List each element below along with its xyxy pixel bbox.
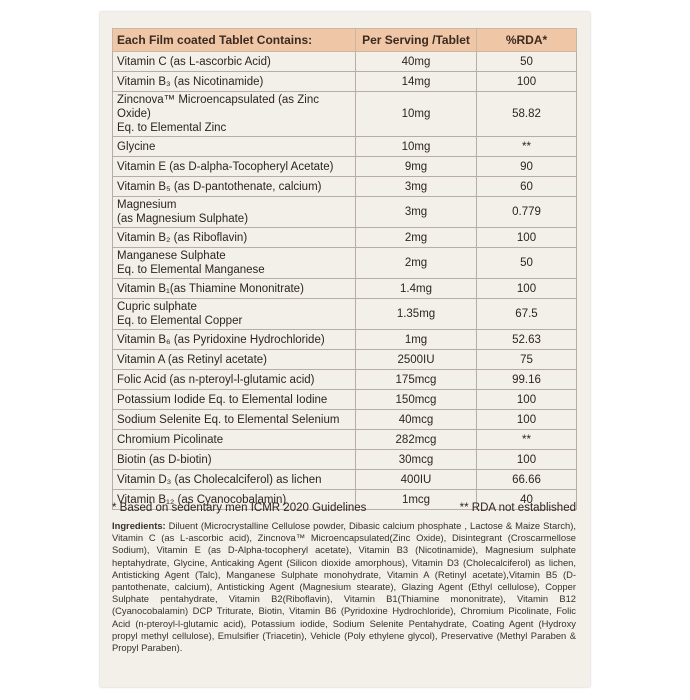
ingredient-name: Cupric sulphate Eq. to Elemental Copper <box>113 299 356 330</box>
ingredient-name: Vitamin B₁₂ (as Cyanocobalamin) <box>113 490 356 510</box>
rda-value: ** <box>477 137 577 157</box>
serving-value: 10mg <box>356 92 477 137</box>
table-row <box>113 330 577 350</box>
serving-value: 1.4mg <box>356 279 477 299</box>
rda-value: 50 <box>477 52 577 72</box>
table-row <box>113 72 577 92</box>
rda-value: 52.63 <box>477 330 577 350</box>
footnote-rda: ** RDA not established <box>459 502 576 514</box>
serving-value: 3mg <box>356 197 477 228</box>
ingredient-name: Potassium Iodide Eq. to Elemental Iodine <box>113 390 356 410</box>
ingredient-name: Vitamin B₁(as Thiamine Mononitrate) <box>113 279 356 299</box>
table-row <box>113 137 577 157</box>
table-row <box>113 450 577 470</box>
ingredients-text: Diluent (Microcrystalline Cellulose powder, Dibasic calcium phosphate , Lactose & Maize Starch), Vitamin C (as L-ascorbic acid), Zincnova™ Microencapsulated(Zinc Oxide), Disintegrant (Croscarmellose Sodium), Vitamin E (as D-Alpha-tocopheryl acetate), Vitamin B3 (Nicotinamide), Magnesium sulphate heptahydrate, Glycine, Anticaking Agent (Silicon dioxide amorphous), Vitamin D3 (Cholecalciferol) as lichen, Antisticking Agent (Talc), Manganese Sulphate monohydrate, Vitamin A (Retinyl acetate),Vitamin B5 (D-pantothenate, calcium), Antisticking Agent (Magnesium stearate), Glazing Agent (Ethyl cellulose), Copper Sulphate pentahydrate, Vitamin B2(Riboflavin), Vitamin B1(Thiamine mononitrate), Vitamin B12 (Cyanocobalamin) DCP Triturate, Biotin, Vitamin B6 (Pyridoxine Hydrochloride), Chromium Picolinate, Folic Acid (n-pteroyl-l-glutamic acid), Potassium iodide, Sodium Selenite Pentahydrate, Coating Agent (Hydroxy propyl methyl cellulose), Emulsifier (Triacetin), Vehicle (Poly ethylene glycol), Preservative (Methyl Paraben & Propyl Paraben). <box>112 520 576 654</box>
rda-value: 75 <box>477 350 577 370</box>
label-sheet <box>100 12 590 687</box>
rda-value: 100 <box>477 450 577 470</box>
serving-value: 1.35mg <box>356 299 477 330</box>
table-row <box>113 228 577 248</box>
serving-value: 2mg <box>356 228 477 248</box>
rda-value: 100 <box>477 279 577 299</box>
ingredients-label: Ingredients: <box>112 520 166 531</box>
ingredient-name: Vitamin E (as D-alpha-Tocopheryl Acetate) <box>113 157 356 177</box>
table-row <box>113 470 577 490</box>
ingredient-name: Vitamin C (as L-ascorbic Acid) <box>113 52 356 72</box>
ingredient-name: Vitamin B₅ (as D-pantothenate, calcium) <box>113 177 356 197</box>
ingredient-name: Vitamin D₃ (as Cholecalciferol) as lichen <box>113 470 356 490</box>
table-row <box>113 390 577 410</box>
table-row <box>113 370 577 390</box>
footnotes <box>112 502 576 514</box>
ingredient-name: Biotin (as D-biotin) <box>113 450 356 470</box>
ingredient-name: Glycine <box>113 137 356 157</box>
ingredient-name: Chromium Picolinate <box>113 430 356 450</box>
table-row <box>113 92 577 137</box>
rda-value: 60 <box>477 177 577 197</box>
rda-value: 99.16 <box>477 370 577 390</box>
nutrition-table-wrap <box>112 28 576 510</box>
serving-value: 2mg <box>356 248 477 279</box>
serving-value: 40mcg <box>356 410 477 430</box>
rda-value: 58.82 <box>477 92 577 137</box>
table-row <box>113 299 577 330</box>
ingredients-paragraph <box>112 520 576 654</box>
table-row <box>113 430 577 450</box>
rda-value: 67.5 <box>477 299 577 330</box>
serving-value: 282mcg <box>356 430 477 450</box>
table-row <box>113 248 577 279</box>
table-row <box>113 350 577 370</box>
rda-value: 66.66 <box>477 470 577 490</box>
rda-value: 100 <box>477 410 577 430</box>
ingredient-name: Vitamin B₂ (as Riboflavin) <box>113 228 356 248</box>
table-header-row <box>113 29 577 52</box>
serving-value: 2500IU <box>356 350 477 370</box>
header-serving: Per Serving /Tablet <box>356 29 477 52</box>
serving-value: 400IU <box>356 470 477 490</box>
table-row <box>113 410 577 430</box>
serving-value: 40mg <box>356 52 477 72</box>
ingredient-name: Sodium Selenite Eq. to Elemental Selenium <box>113 410 356 430</box>
ingredient-name: Manganese Sulphate Eq. to Elemental Manganese <box>113 248 356 279</box>
serving-value: 14mg <box>356 72 477 92</box>
ingredient-name: Vitamin A (as Retinyl acetate) <box>113 350 356 370</box>
table-row <box>113 279 577 299</box>
ingredient-name: Vitamin B₆ (as Pyridoxine Hydrochloride) <box>113 330 356 350</box>
rda-value: 50 <box>477 248 577 279</box>
rda-value: 100 <box>477 390 577 410</box>
ingredient-name: Vitamin B₃ (as Nicotinamide) <box>113 72 356 92</box>
ingredient-name: Folic Acid (as n-pteroyl-l-glutamic acid) <box>113 370 356 390</box>
ingredient-name: Magnesium (as Magnesium Sulphate) <box>113 197 356 228</box>
serving-value: 30mcg <box>356 450 477 470</box>
serving-value: 150mcg <box>356 390 477 410</box>
table-row <box>113 177 577 197</box>
table-row <box>113 52 577 72</box>
table-body <box>113 52 577 510</box>
rda-value: ** <box>477 430 577 450</box>
serving-value: 1mg <box>356 330 477 350</box>
nutrition-table <box>112 28 577 510</box>
table-row <box>113 197 577 228</box>
serving-value: 175mcg <box>356 370 477 390</box>
rda-value: 100 <box>477 72 577 92</box>
header-rda: %RDA* <box>477 29 577 52</box>
rda-value: 100 <box>477 228 577 248</box>
serving-value: 10mg <box>356 137 477 157</box>
serving-value: 9mg <box>356 157 477 177</box>
header-ingredient: Each Film coated Tablet Contains: <box>113 29 356 52</box>
footnote-icmr: * Based on sedentary men ICMR 2020 Guidelines <box>112 502 367 514</box>
serving-value: 1mcg <box>356 490 477 510</box>
rda-value: 0.779 <box>477 197 577 228</box>
table-row <box>113 157 577 177</box>
rda-value: 90 <box>477 157 577 177</box>
ingredient-name: Zincnova™ Microencapsulated (as Zinc Oxide) Eq. to Elemental Zinc <box>113 92 356 137</box>
serving-value: 3mg <box>356 177 477 197</box>
rda-value: 40 <box>477 490 577 510</box>
